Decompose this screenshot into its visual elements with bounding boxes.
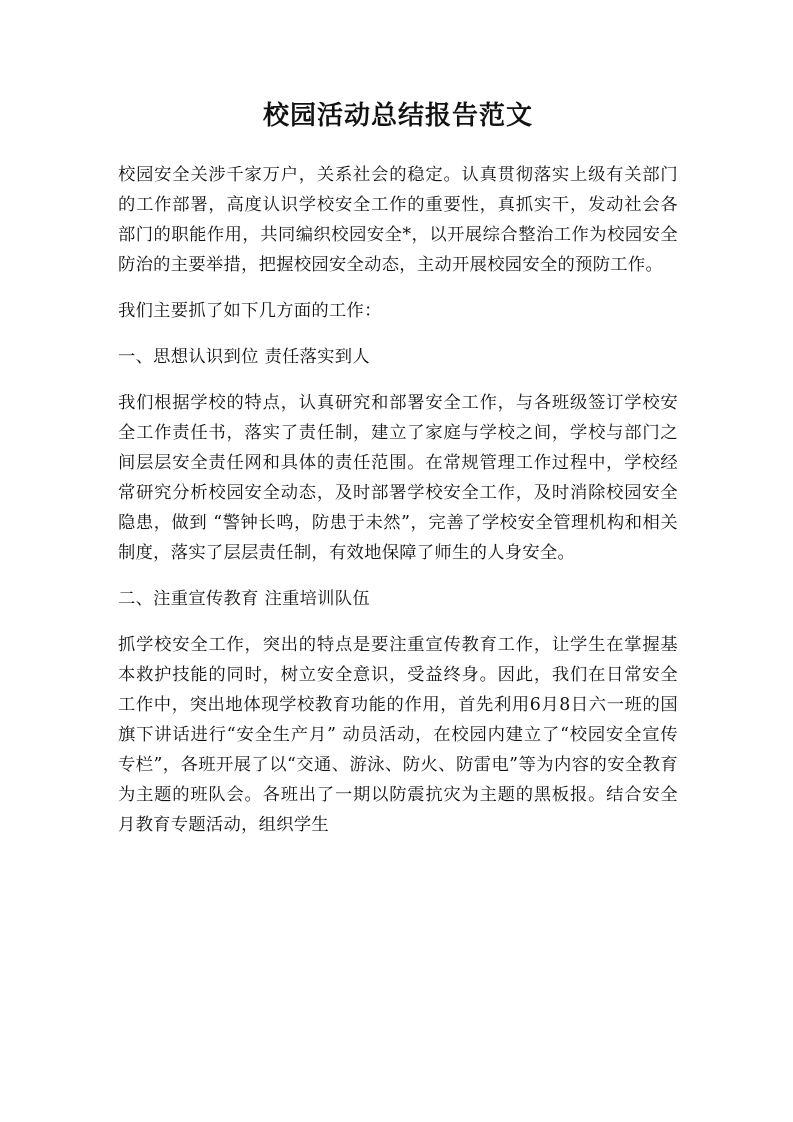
intro-paragraph: 校园安全关涉千家万户，关系社会的稳定。认真贯彻落实上级有关部门的工作部署，高度认识学校安全工作的重要性，真抓实干，发动社会各部门的职能作用，共同编织校园安全*，以开展综合整治工作为校园安全防治的主要举措，把握校园安全动态，主动开展校园安全的预防工作。	[118, 165, 678, 275]
section-2-paragraph: 抓学校安全工作，突出的特点是要注重宣传教育工作，让学生在掌握基本救护技能的同时，树立安全意识，受益终身。因此，我们在日常安全工作中，突出地体现学校教育功能的作用，首先利用6月8日六一班的国旗下讲话进行“安全生产月” 动员活动，在校园内建立了“校园安全宣传专栏”，各班开展了以“交通、游泳、防火、防雷电”等为内容的安全教育为主题的班队会。各班出了一期以防震抗灾为主题的黑板报。结合安全月教育专题活动，组织学生	[118, 635, 678, 835]
section-heading-2: 二、注重宣传教育 注重培训队伍	[118, 589, 370, 609]
work-overview-line: 我们主要抓了如下几方面的工作：	[118, 301, 382, 321]
document-title: 校园活动总结报告范文	[262, 101, 533, 131]
document-page	[118, 92, 678, 856]
document-body	[118, 160, 678, 840]
section-heading-1: 一、思想认识到位 责任落实到人	[118, 347, 370, 367]
section-1-paragraph: 我们根据学校的特点，认真研究和部署安全工作，与各班级签订学校安全工作责任书，落实了责任制，建立了家庭与学校之间，学校与部门之间层层安全责任网和具体的责任范围。在常规管理工作过程中，学校经常研究分析校园安全动态，及时部署学校安全工作，及时消除校园安全隐患，做到 “警钟长鸣，防患于未然”，完善了学校安全管理机构和相关制度，落实了层层责任制，有效地保障了师生的人身安全。	[118, 393, 678, 563]
